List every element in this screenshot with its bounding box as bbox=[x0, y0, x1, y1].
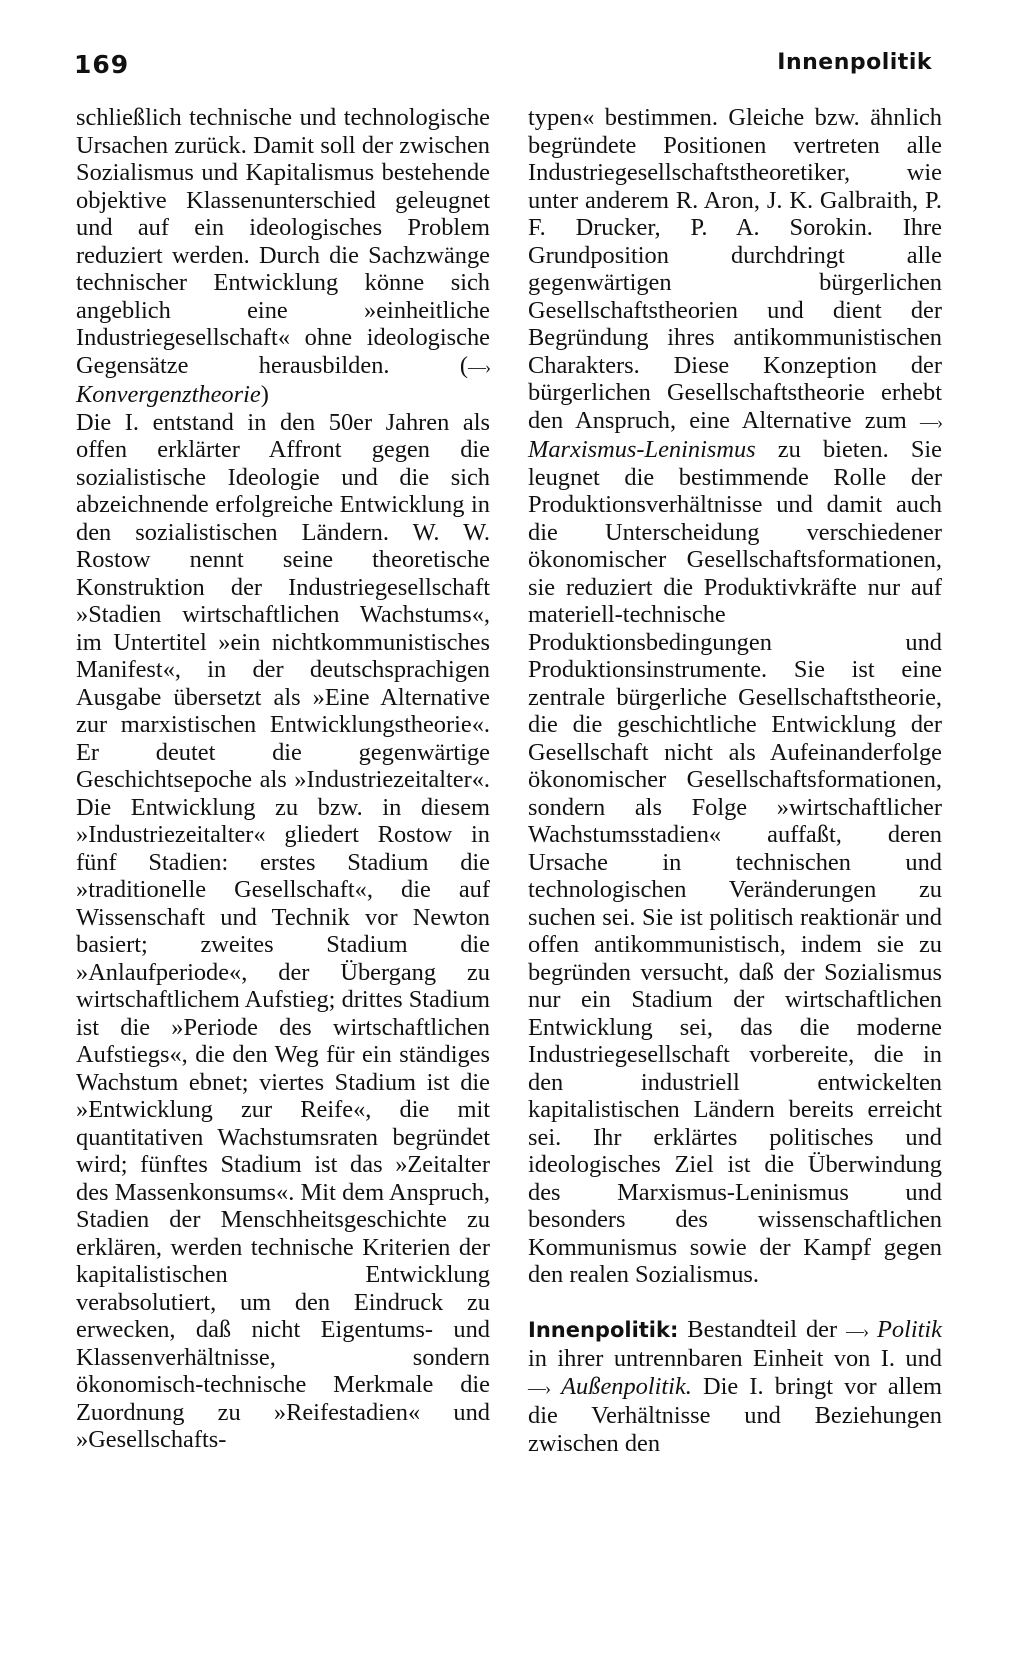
cross-reference-arrow-icon: —› bbox=[468, 356, 490, 377]
paragraph-theoretiker bbox=[528, 104, 942, 1289]
paragraph-rostow: Die I. entstand in den 50er Jahren als offen erklärter Affront gegen die sozialistische Ideologie und die sich abzeichnende erfolgreiche Entwicklung in den sozialistischen Ländern. W. W. Rostow nennt seine theoretische Konstruktion der Industriegesellschaft »Stadien wirtschaftlichen Wachstums«, im Untertitel »ein nichtkommunistisches Manifest«, in der deutschsprachigen Ausgabe übersetzt als »Eine Alternative zur marxistischen Entwicklungstheorie«. Er deutet die gegenwärtige Geschichtsepoche als »Industriezeitalter«. Die Entwicklung zu bzw. in diesem »Industriezeitalter« gliedert Rostow in fünf Stadien: erstes Stadium die »traditionelle Gesellschaft«, die auf Wissenschaft und Technik vor Newton basiert; zweites Stadium die »Anlaufperiode«, der Übergang zu wirtschaftlichem Aufstieg; drittes Stadium ist die »Periode des wirtschaftlichen Aufstiegs«, die den Weg für ein ständiges Wachstum ebnet; viertes Stadium ist die »Entwicklung zur Reife«, die mit quantitativen Wachstumsraten begründet wird; fünftes Stadium ist das »Zeitalter des Massenkonsums«. Mit dem Anspruch, Stadien der Menschheitsgeschichte zu erklären, werden technische Kriterien der kapitalistischen Entwicklung verabsolutiert, um den Eindruck zu erwecken, daß nicht Eigentums- und Klassenverhältnisse, sondern ökonomisch-technische Merkmale die Zuordnung zu »Reifestadien« und »Gesellschafts- bbox=[76, 408, 490, 1453]
cross-reference-arrow-icon: —› bbox=[846, 1320, 869, 1341]
cross-reference-link[interactable]: Marxismus-Leninismus bbox=[528, 436, 756, 463]
cross-reference-arrow-icon: —› bbox=[920, 411, 942, 432]
paragraph-text: schließlich technische und technologische Ursachen zurück. Damit soll der zwischen Sozialismus und Kapitalismus bestehende objektive Klassenunterschied geleugnet und auf ein ideologisches Problem reduziert werden. Durch die Sachzwänge technischer Entwicklung könne sich angeblich eine »einheitliche Industriegesellschaft« ohne ideologische Gegensätze herausbilden. ( bbox=[76, 104, 490, 379]
paragraph-text: ) bbox=[260, 381, 269, 408]
paragraph-text: Die I. bringt vor allem die Verhältnisse und Beziehungen zwischen den bbox=[528, 1372, 942, 1457]
page-header bbox=[74, 50, 932, 90]
paragraph-text: Bestandteil der bbox=[678, 1315, 847, 1343]
cross-reference-link[interactable]: Außenpolitik. bbox=[561, 1372, 692, 1400]
left-column bbox=[76, 104, 490, 1454]
cross-reference-link[interactable]: Politik bbox=[876, 1315, 942, 1343]
paragraph-text: in ihrer untrennbaren Einheit von I. und bbox=[528, 1345, 942, 1372]
paragraph-continuation bbox=[76, 104, 490, 409]
paragraph-text: typen« bestimmen. Gleiche bzw. ähnlich begründete Positionen vertreten alle Industriegesellschaftstheoretiker, wie unter anderem R. Aron, J. K. Galbraith, P. F. Drucker, P. A. Sorokin. Ihre Grundposition durchdringt alle gegenwärtigen bürgerlichen Gesellschaftstheorien und dient der Begründung ihres antikommunistischen Charakters. Diese Konzeption der bürgerlichen Gesellschaftstheorie erhebt den Anspruch, eine Alternative zum bbox=[528, 104, 942, 434]
running-head: Innenpolitik bbox=[777, 50, 932, 75]
entry-headword: Innenpolitik: bbox=[528, 1317, 679, 1342]
dictionary-entry-innenpolitik bbox=[528, 1316, 942, 1458]
paragraph-text: zu bieten. Sie leugnet die bestimmende Rolle der Produktionsverhältnisse und damit auch die Unterscheidung verschiedener ökonomischer Gesellschaftsformationen, sie reduziert die Produktivkräfte nur auf materiell-technische Produktionsbedingungen und Produktionsinstrumente. Sie ist eine zentrale bürgerliche Gesellschaftstheorie, die die geschichtliche Entwicklung der Gesellschaft nicht als Aufeinanderfolge ökonomischer Gesellschaftsformationen, sondern als Folge »wirtschaftlicher Wachstumsstadien« auffaßt, deren Ursache in technischen und technologischen Veränderungen zu suchen sei. Sie ist politisch reaktionär und offen antikommunistisch, indem sie zu begründen versucht, daß der Sozialismus nur ein Stadium der wirtschaftlichen Entwicklung sei, das die moderne Industriegesellschaft vorbereite, die in den industriell entwickelten kapitalistischen Ländern bereits erreicht sei. Ihr erklärtes politisches und ideologisches Ziel ist die Überwindung des Marxismus-Leninismus und besonders des wissenschaftlichen Kommunismus sowie der Kampf gegen den realen Sozialismus. bbox=[528, 436, 942, 1288]
cross-reference-link[interactable]: Konvergenztheorie bbox=[76, 381, 261, 408]
right-column bbox=[528, 104, 942, 1457]
cross-reference-arrow-icon: —› bbox=[528, 1377, 550, 1398]
page-number: 169 bbox=[74, 50, 130, 79]
